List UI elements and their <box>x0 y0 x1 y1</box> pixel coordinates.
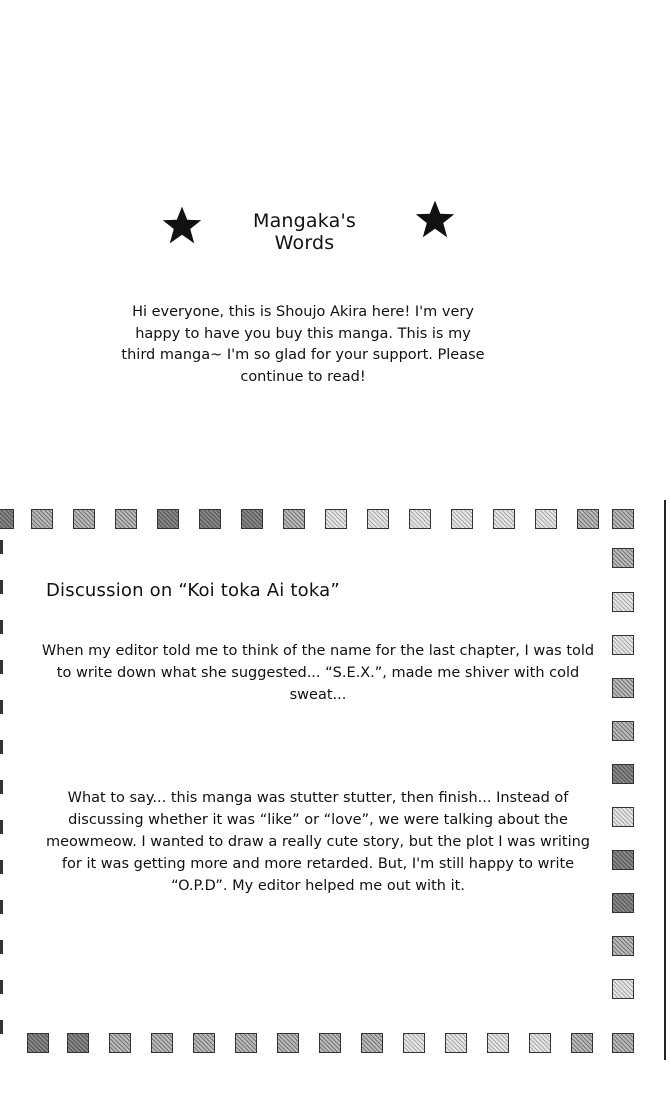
page-title: Mangaka's Words <box>252 210 357 254</box>
frame-square <box>529 1033 551 1053</box>
frame-square <box>0 509 14 529</box>
frame-square <box>577 509 599 529</box>
star-icon <box>161 204 203 246</box>
frame-square <box>31 509 53 529</box>
frame-square <box>612 1033 634 1053</box>
frame-square <box>73 509 95 529</box>
frame-square <box>403 1033 425 1053</box>
frame-square <box>493 509 515 529</box>
frame-square <box>235 1033 257 1053</box>
frame-square <box>361 1033 383 1053</box>
intro-message: Hi everyone, this is Shoujo Akira here! I'm very happy to have you buy this manga. This is my third manga~ I'm so glad for your support. Please continue to read! <box>121 304 485 385</box>
frame-square <box>193 1033 215 1053</box>
frame-square <box>283 509 305 529</box>
frame-square <box>612 678 634 698</box>
frame-square <box>612 850 634 870</box>
frame-square <box>277 1033 299 1053</box>
frame-square <box>115 509 137 529</box>
discussion-title: Discussion on “Koi toka Ai toka” <box>46 580 340 601</box>
frame-square <box>325 509 347 529</box>
frame-square <box>367 509 389 529</box>
discussion-paragraph: When my editor told me to think of the name for the last chapter, I was told to write down what she suggested... “S.E.X.”, made me shiver with cold sweat... <box>41 643 595 703</box>
frame-square <box>612 936 634 956</box>
frame-square <box>612 635 634 655</box>
frame-square <box>241 509 263 529</box>
discussion-paragraph: What to say... this manga was stutter stutter, then finish... Instead of discussing whether it was “like” or “love”, we were talking about the meowmeow. I wanted to draw a really cute story, but the plot I was writing for it was getting more and more retarded. But, I'm still happy to write “O.P.D”. My editor helped me out with it. <box>45 790 591 894</box>
frame-square <box>67 1033 89 1053</box>
frame-square <box>27 1033 49 1053</box>
frame-square <box>319 1033 341 1053</box>
frame-square <box>157 509 179 529</box>
frame-square <box>451 509 473 529</box>
frame-square <box>612 721 634 741</box>
star-icon <box>414 198 456 240</box>
frame-square <box>571 1033 593 1053</box>
frame-square <box>612 592 634 612</box>
frame-square <box>612 807 634 827</box>
frame-square <box>612 893 634 913</box>
frame-square <box>535 509 557 529</box>
frame-right-column <box>612 540 638 1020</box>
frame-bottom-row <box>0 1033 670 1059</box>
frame-square <box>151 1033 173 1053</box>
frame-square <box>612 548 634 568</box>
left-edge-marks <box>0 540 3 1040</box>
frame-square <box>612 764 634 784</box>
frame-square <box>109 1033 131 1053</box>
frame-square <box>445 1033 467 1053</box>
frame-square <box>199 509 221 529</box>
frame-top-row <box>0 509 670 535</box>
frame-square <box>409 509 431 529</box>
frame-square <box>612 979 634 999</box>
frame-square <box>612 509 634 529</box>
right-edge-line <box>664 500 666 1060</box>
frame-square <box>487 1033 509 1053</box>
